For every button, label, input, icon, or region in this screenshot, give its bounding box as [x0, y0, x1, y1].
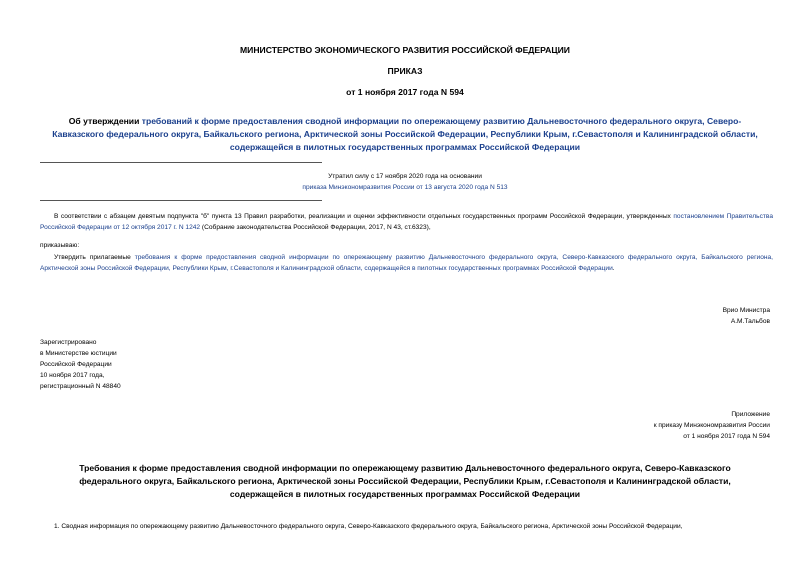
order-text-prefix: Утвердить прилагаемые: [54, 254, 135, 261]
status-note: [40, 171, 770, 193]
signature-block: [723, 305, 770, 327]
doc-title-link[interactable]: требований к форме предоставления сводной информации по опережающему развитию Дальневосточного федерального округа, Северо-Кавказского федерального округа, Байкальского региона, Арктической зоны Российской Федерации, Республики Крым, г.Севастополя и Калининградской области, содержащейся в пилотных государственных программах Российской Федерации: [52, 116, 758, 152]
appendix-line-3: от 1 ноября 2017 года N 594: [683, 433, 770, 440]
requirements-title: Требования к форме предоставления сводной информации по опережающему развитию Дальневосточного федерального округа, Северо-Кавказского федерального округа, Байкальского региона, Арктической зоны Российской Федерации, Республики Крым, г.Севастополя и Калининградской области, содержащейся в пилотных государственных программах Российской Федерации: [79, 463, 731, 499]
preamble-text-2: (Собрание законодательства Российской Федерации, 2017, N 43, ст.6323),: [200, 224, 431, 231]
separator-top: [40, 162, 322, 163]
separator-bottom: [40, 200, 322, 201]
doc-type: ПРИКАЗ: [387, 66, 423, 76]
order-text-suffix: .: [612, 265, 615, 272]
order-label: приказываю:: [40, 242, 80, 249]
appendix-line-2: к приказу Минэкономразвития России: [653, 422, 770, 429]
signature-name: А.М.Тальбов: [730, 318, 770, 325]
appendix-block: [654, 409, 770, 442]
registration-line-2: в Министерстве юстиции: [40, 350, 117, 357]
status-line: Утратил силу с 17 ноября 2020 года на основании: [328, 173, 482, 180]
registration-line-1: Зарегистрировано: [40, 339, 97, 346]
preamble-text-1: В соответствии с абзацем девятым подпункта "б" пункта 13 Правил разработки, реализации и оценки эффективности отдельных государственных программ Российской Федерации, утвержденных: [54, 213, 674, 220]
doc-title: [50, 115, 760, 154]
doc-date-number: от 1 ноября 2017 года N 594: [346, 87, 464, 97]
status-link[interactable]: приказа Минэкономразвития России от 13 августа 2020 года N 513: [302, 184, 508, 191]
registration-line-4: 10 ноября 2017 года,: [40, 372, 105, 379]
registration-line-3: Российской Федерации: [40, 361, 112, 368]
preamble-link[interactable]: постановлением Правительства Российской Федерации от 12 октября 2017 г. N 1242: [40, 213, 773, 231]
registration-block: [40, 337, 121, 392]
order-paragraph: [40, 252, 773, 274]
signature-position: Врио Министра: [722, 307, 770, 314]
appendix-line-1: Приложение: [731, 411, 770, 418]
item-1-paragraph: 1. Сводная информация по опережающему развитию Дальневосточного федерального округа, Северо-Кавказского федерального округа, Байкальского региона, Арктической зоны Российской Федерации,: [54, 523, 683, 530]
preamble-paragraph: [40, 211, 773, 233]
doc-title-prefix: Об утверждении: [68, 116, 142, 126]
registration-line-5: регистрационный N 48840: [40, 383, 121, 390]
ministry-heading: МИНИСТЕРСТВО ЭКОНОМИЧЕСКОГО РАЗВИТИЯ РОССИЙСКОЙ ФЕДЕРАЦИИ: [240, 45, 570, 55]
order-link[interactable]: требования к форме предоставления сводной информации по опережающему развитию Дальневосточного федерального округа, Северо-Кавказского федерального округа, Байкальского региона, Арктической зоны Российской Федерации, Республики Крым, г.Севастополя и Калининградской области, содержащейся в пилотных государственных программах Российской Федерации: [40, 254, 773, 272]
